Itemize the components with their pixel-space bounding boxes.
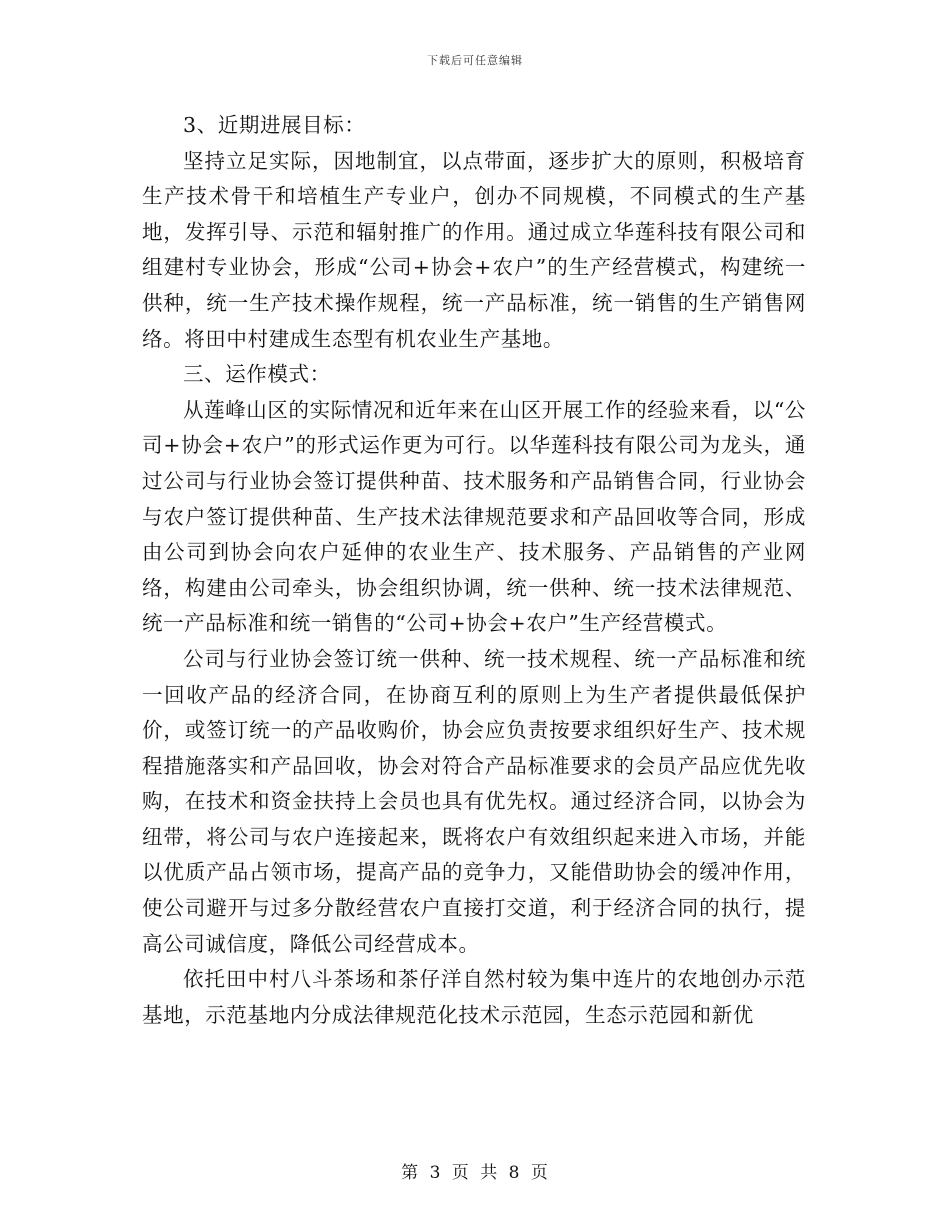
section-heading-goals: 3、近期进展目标：	[183, 113, 366, 137]
paragraph-demo-base: 依托田中村八斗茶场和茶仔洋自然村较为集中连片的农地创办示范基地，示范基地内分成法律规范化技术示范园，生态示范园和新优	[142, 967, 806, 1027]
page-header-note: 下载后可任意编辑	[427, 54, 523, 67]
paragraph-operation-mode: 从莲峰山区的实际情况和近年来在山区开展工作的经验来看，以“公司+协会+农户”的形式运作更为可行。以华莲科技有限公司为龙头，通过公司与行业协会签订提供种苗、技术服务和产品销售合同，行业协会与农户签订提供种苗、生产技术法律规范要求和产品回收等合同，形成由公司到协会向农户延伸的农业生产、技术服务、产品销售的产业网络，构建由公司牵头，协会组织协调，统一供种、统一技术法律规范、统一产品标准和统一销售的“公司+协会+农户”生产经营模式。	[142, 397, 806, 636]
document-body	[142, 108, 806, 1033]
paragraph-goals: 坚持立足实际，因地制宜，以点带面，逐步扩大的原则，积极培育生产技术骨干和培植生产专业户，创办不同规模，不同模式的生产基地，发挥引导、示范和辐射推广的作用。通过成立华莲科技有限公司和组建村专业协会，形成“公司+协会+农户”的生产经营模式，构建统一供种，统一生产技术操作规程，统一产品标准，统一销售的生产销售网络。将田中村建成生态型有机农业生产基地。	[142, 148, 806, 351]
paragraph-contracts: 公司与行业协会签订统一供种、统一技术规程、统一产品标准和统一回收产品的经济合同，在协商互利的原则上为生产者提供最低保护价，或签订统一的产品收购价，协会应负责按要求组织好生产、技术规程措施落实和产品回收，协会对符合产品标准要求的会员产品应优先收购，在技术和资金扶持上会员也具有优先权。通过经济合同，以协会为纽带，将公司与农户连接起来，既将农户有效组织起来进入市场，并能以优质产品占领市场，提高产品的竞争力，又能借助协会的缓冲作用，使公司避开与过多分散经营农户直接打交道，利于经济合同的执行，提高公司诚信度，降低公司经营成本。	[142, 646, 806, 956]
page-number: 第 3 页 共 8 页	[401, 1163, 549, 1183]
section-heading-operation-mode: 三、运作模式：	[183, 362, 331, 387]
